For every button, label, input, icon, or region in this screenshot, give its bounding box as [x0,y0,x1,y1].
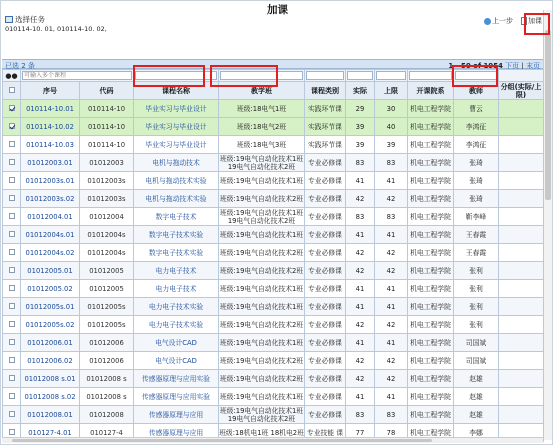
cell-limit: 30 [375,100,408,118]
cell-group [499,316,544,334]
cell-actual: 42 [346,316,375,334]
cell-dept: 机电工程学院 [408,298,454,316]
cell-name: 电机与拖动技术 [134,154,219,172]
cell-dept: 机电工程学院 [408,262,454,280]
cell-id[interactable]: 01012005.02 [21,280,80,298]
cell-id[interactable]: 010114-10.01 [21,100,80,118]
cell-type: 专业必修课 [305,334,346,352]
table-row[interactable] [3,298,544,316]
row-checkbox[interactable] [9,249,15,255]
table-row[interactable] [3,370,544,388]
select-all-checkbox[interactable] [9,87,15,93]
cell-group [499,388,544,406]
cell-code: 01012004 [80,208,134,226]
cell-cls: 班级:19电气自动化技术1班 19电气自动化技术2班 [219,154,304,171]
cell-id[interactable]: 01012006.01 [21,334,80,352]
cell-code: 01012008 s [80,370,134,388]
row-checkbox[interactable] [9,321,15,327]
col-header-group[interactable]: 分组(实际/上限) [499,82,544,100]
cell-id[interactable]: 01012004s.01 [21,226,80,244]
row-checkbox[interactable] [9,141,15,147]
horizontal-scrollbar[interactable] [2,437,543,443]
cell-teacher: 张利 [454,316,499,334]
cell-type: 专业必修课 [305,316,346,334]
row-checkbox[interactable] [9,123,15,129]
cell-id[interactable]: 01012006.02 [21,352,80,370]
col-header-class[interactable]: 教学班 [219,82,305,100]
filter-cell [499,70,544,82]
row-select-cell[interactable] [3,298,21,316]
cell-actual: 41 [346,226,375,244]
cell-group [499,244,544,262]
cell-id[interactable]: 01012004.01 [21,208,80,226]
cell-code: 010114-10 [80,118,134,136]
table-row[interactable] [3,244,544,262]
row-checkbox[interactable] [9,105,15,111]
cell-cls: 班级:19电气自动化技术1班 [219,298,305,316]
cell-actual: 42 [346,352,375,370]
cell-type: 专业必修课 [305,208,346,226]
cell-limit: 41 [375,334,408,352]
cell-code: 01012006 [80,352,134,370]
cell-cls: 班级:18电气3班 [219,136,305,154]
cell-limit: 42 [375,352,408,370]
cell-id[interactable]: 01012003s.01 [21,172,80,190]
cell-dept: 机电工程学院 [408,280,454,298]
binoculars-icon: ●● [5,71,18,80]
filter-cell [346,70,375,82]
cell-name: 电力电子技术实验 [134,316,219,334]
cell-limit: 83 [375,154,408,172]
cell-cls: 班级:19电气自动化技术1班 19电气自动化技术2班 [219,208,304,225]
cell-name: 传感器原理与应用实验 [134,370,219,388]
row-select-cell[interactable] [3,370,21,388]
cell-actual: 41 [346,172,375,190]
selected-tasks-label [5,14,45,25]
cell-group [499,190,544,208]
cell-actual: 41 [346,280,375,298]
row-checkbox[interactable] [9,411,15,417]
cell-name: 电气设计CAD [134,352,219,370]
cell-dept: 机电工程学院 [408,424,454,442]
cell-teacher: 赵雄 [454,370,499,388]
cell-dept: 机电工程学院 [408,388,454,406]
cell-actual: 42 [346,190,375,208]
cell-teacher: 曹云 [454,100,499,118]
cell-type: 专业必修课 [305,172,346,190]
add-course-button[interactable]: 加课 [519,15,544,27]
selected-tasks-values: 010114-10. 01, 010114-10. 02, [5,25,107,33]
cell-actual: 42 [346,262,375,280]
cell-cls: 班级:19电气自动化技术2班 [219,352,305,370]
cell-group [499,262,544,280]
table-row[interactable] [3,406,544,424]
cell-type: 专业必修课 [305,370,346,388]
cell-dept: 机电工程学院 [408,226,454,244]
cell-name: 传感器原理与应用实验 [134,388,219,406]
cell-dept: 机电工程学院 [408,208,454,226]
cell-dept: 机电工程学院 [408,370,454,388]
cell-name: 毕业实习与毕业设计 [134,118,219,136]
highlight-class [210,65,278,87]
cell-dept: 机电工程学院 [408,190,454,208]
cell-limit: 42 [375,370,408,388]
cell-name: 电力电子技术 [134,280,219,298]
cell-name: 电力电子技术实验 [134,298,219,316]
row-select-cell[interactable] [3,280,21,298]
table-row[interactable] [3,316,544,334]
dialog-title: 加课 [267,4,288,16]
col-header-teacher[interactable]: 教师 [454,82,499,100]
cell-actual: 41 [346,388,375,406]
filter-cell [21,70,134,82]
cell-type: 专业必修课 [305,226,346,244]
cell-name: 传感器原理与应用 [134,406,219,424]
cell-code: 01012006 [80,334,134,352]
type-filter-input[interactable] [306,71,344,80]
row-checkbox[interactable] [9,159,15,165]
cell-dept: 机电工程学院 [408,100,454,118]
filter-cell [375,70,408,82]
row-select-cell[interactable] [3,334,21,352]
cell-teacher: 赵雄 [454,388,499,406]
cell-type: 专业必修课 [305,154,346,172]
prev-step-button[interactable]: 上一步 [482,15,515,27]
selected-tasks-text: 选择任务 [15,15,45,24]
cell-limit: 41 [375,172,408,190]
cell-id[interactable]: 01012008 s.02 [21,388,80,406]
row-checkbox[interactable] [9,177,15,183]
row-select-cell[interactable] [3,154,21,172]
cell-id[interactable]: 01012008 s.01 [21,370,80,388]
cell-teacher: 张琦 [454,172,499,190]
back-arrow-icon [484,18,491,25]
cell-cls: 班级:19电气自动化技术2班 [219,244,305,262]
cell-name: 电机与拖动技术实验 [134,172,219,190]
cell-code: 010114-10 [80,136,134,154]
cell-teacher: 张琦 [454,190,499,208]
cell-dept: 机电工程学院 [408,316,454,334]
cell-group [499,172,544,190]
course-filter-input[interactable] [22,71,132,80]
cell-actual: 41 [346,298,375,316]
cell-type: 实践环节课 [305,136,346,154]
select-all-header[interactable] [3,82,21,100]
cell-actual: 83 [346,208,375,226]
cell-cls: 班级:19电气自动化技术2班 [219,190,305,208]
pagination-separator: | [521,62,524,70]
row-select-cell[interactable] [3,352,21,370]
cell-cls: 班级:19电气自动化技术2班 [219,370,305,388]
cell-name: 电气设计CAD [134,334,219,352]
cell-dept: 机电工程学院 [408,154,454,172]
cell-limit: 42 [375,262,408,280]
cell-type: 专业必修课 [305,280,346,298]
last-page-link[interactable]: 末页 [526,62,540,70]
row-select-cell[interactable] [3,172,21,190]
col-header-limit[interactable]: 上限 [375,82,408,100]
cell-cls: 班级:18机电1班 18机电2班 [219,424,305,442]
cell-name: 毕业实习与毕业设计 [134,100,219,118]
cell-dept: 机电工程学院 [408,172,454,190]
cell-id[interactable]: 010127-4.01 [21,424,80,442]
col-header-code[interactable]: 代码 [80,82,134,100]
cell-limit: 42 [375,190,408,208]
highlight-teacher [452,65,498,87]
cell-actual: 29 [346,100,375,118]
cell-teacher: 王春霞 [454,226,499,244]
row-select-cell[interactable] [3,118,21,136]
cell-type: 专业必修课 [305,190,346,208]
cell-code: 01012005 [80,262,134,280]
selected-count: 已选 2 条 [5,62,35,70]
cell-cls: 班级:19电气自动化技术2班 [219,316,305,334]
row-checkbox[interactable] [9,195,15,201]
cell-id[interactable]: 010114-10.03 [21,136,80,154]
cell-limit: 83 [375,208,408,226]
table-row[interactable] [3,172,544,190]
cell-group [499,154,544,172]
cell-id[interactable]: 01012005.01 [21,262,80,280]
cell-teacher: 张利 [454,262,499,280]
cell-type: 专业必修课 [305,388,346,406]
actual-filter-input[interactable] [347,71,373,80]
cell-group [499,406,544,424]
cell-type: 专业必修课 [305,298,346,316]
cell-teacher: 王春霞 [454,244,499,262]
cell-limit: 39 [375,136,408,154]
cell-teacher: 张琦 [454,154,499,172]
page-range: 1 - 50 of 1954 [448,62,503,70]
cell-actual: 42 [346,370,375,388]
table-row[interactable] [3,352,544,370]
cell-group [499,334,544,352]
next-page-link[interactable]: 下页 [505,62,520,70]
table-row[interactable] [3,190,544,208]
cell-limit: 41 [375,226,408,244]
cell-type: 专业必修课 [305,406,346,424]
cell-actual: 41 [346,334,375,352]
cell-dept: 机电工程学院 [408,352,454,370]
cell-dept: 机电工程学院 [408,136,454,154]
highlight-add-button [524,13,550,35]
cell-code: 01012005s [80,298,134,316]
cell-teacher: 李鸿征 [454,118,499,136]
cell-dept: 机电工程学院 [408,118,454,136]
cell-id[interactable]: 01012008.01 [21,406,80,424]
cell-teacher: 张利 [454,298,499,316]
cell-id[interactable]: 010114-10.02 [21,118,80,136]
cell-teacher: 司国斌 [454,334,499,352]
col-header-seq[interactable]: 序号 [21,82,80,100]
row-select-cell[interactable] [3,406,21,424]
row-select-cell[interactable] [3,226,21,244]
cell-cls: 班级:19电气自动化技术1班 19电气自动化技术2班 [219,406,304,423]
table-row[interactable] [3,334,544,352]
table-row[interactable] [3,154,544,172]
cell-group [499,118,544,136]
cell-type: 实践环节课 [305,118,346,136]
row-checkbox[interactable] [9,285,15,291]
cell-type: 专业技能 课 [305,424,346,442]
table-row[interactable] [3,100,544,118]
row-checkbox[interactable] [9,303,15,309]
cell-group [499,208,544,226]
cell-name: 数字电子技术 [134,208,219,226]
row-checkbox[interactable] [9,357,15,363]
cell-code: 01012004s [80,244,134,262]
cell-cls: 班级:19电气自动化技术1班 [219,226,305,244]
cell-name: 传感器原理与应用 [134,424,219,442]
col-header-dept[interactable]: 开课院系 [408,82,454,100]
cell-cls: 班级:19电气自动化技术1班 [219,388,305,406]
cell-cls: 班级:18电气1班 [219,100,305,118]
cell-limit: 40 [375,118,408,136]
cell-id[interactable]: 01012004s.02 [21,244,80,262]
cell-teacher: 张利 [454,280,499,298]
row-checkbox[interactable] [9,375,15,381]
highlight-course-name [133,65,205,87]
cell-cls: 班级:19电气自动化技术1班 [219,172,305,190]
cell-limit: 41 [375,298,408,316]
filter-binoculars-cell[interactable] [3,70,21,82]
cell-code: 01012005s [80,316,134,334]
col-header-actual[interactable]: 实际 [346,82,375,100]
cell-limit: 41 [375,280,408,298]
cell-actual: 77 [346,424,375,442]
row-select-cell[interactable] [3,316,21,334]
filter-cell [408,70,454,82]
cell-group [499,226,544,244]
row-checkbox[interactable] [9,213,15,219]
cell-teacher: 赵雄 [454,406,499,424]
table-row[interactable] [3,280,544,298]
row-checkbox[interactable] [9,429,15,435]
cell-teacher: 李娜 [454,424,499,442]
table-row[interactable] [3,262,544,280]
cell-dept: 机电工程学院 [408,334,454,352]
cell-teacher: 靳李峰 [454,208,499,226]
limit-filter-input[interactable] [376,71,406,80]
cell-dept: 机电工程学院 [408,244,454,262]
cell-actual: 39 [346,118,375,136]
table-row[interactable] [3,118,544,136]
cell-cls: 班级:19电气自动化技术1班 [219,334,305,352]
table-row[interactable] [3,208,544,226]
filter-cell [305,70,346,82]
cell-type: 实践环节课 [305,100,346,118]
vertical-scrollbar[interactable] [543,10,552,440]
row-select-cell[interactable] [3,388,21,406]
dept-filter-input[interactable] [409,71,452,80]
cell-code: 01012003s [80,172,134,190]
cell-group [499,352,544,370]
cell-group [499,370,544,388]
cell-group [499,136,544,154]
cell-id[interactable]: 01012005s.02 [21,316,80,334]
row-select-cell[interactable] [3,262,21,280]
cell-code: 01012008 s [80,388,134,406]
list-icon [5,16,13,23]
cell-cls: 班级:19电气自动化技术2班 [219,262,305,280]
vertical-scrollbar-thumb[interactable] [545,30,551,200]
cell-name: 电机与拖动技术实验 [134,190,219,208]
cell-id[interactable]: 01012003.01 [21,154,80,172]
table-row[interactable] [3,226,544,244]
cell-limit: 78 [375,424,408,442]
cell-id[interactable]: 01012005s.01 [21,298,80,316]
cell-group [499,280,544,298]
cell-code: 01012003 [80,154,134,172]
cell-id[interactable]: 01012003s.02 [21,190,80,208]
course-table [2,69,544,442]
cell-code: 010114-10 [80,100,134,118]
horizontal-scrollbar-thumb[interactable] [12,439,432,442]
cell-code: 010127-4 [80,424,134,442]
row-checkbox[interactable] [9,339,15,345]
cell-limit: 83 [375,406,408,424]
cell-name: 电力电子技术 [134,262,219,280]
table-row[interactable] [3,388,544,406]
col-header-course-name[interactable]: 课程名称 [134,82,219,100]
table-row[interactable] [3,136,544,154]
row-select-cell[interactable] [3,136,21,154]
row-select-cell[interactable] [3,208,21,226]
cell-limit: 42 [375,244,408,262]
cell-teacher: 李鸿征 [454,136,499,154]
cell-type: 专业必修课 [305,244,346,262]
row-select-cell[interactable] [3,190,21,208]
cell-dept: 机电工程学院 [408,406,454,424]
row-checkbox[interactable] [9,393,15,399]
cell-actual: 83 [346,406,375,424]
row-checkbox[interactable] [9,267,15,273]
cell-actual: 39 [346,136,375,154]
row-select-cell[interactable] [3,100,21,118]
cell-limit: 42 [375,316,408,334]
cell-code: 01012003s [80,190,134,208]
cell-group [499,100,544,118]
cell-teacher: 司国斌 [454,352,499,370]
row-select-cell[interactable] [3,244,21,262]
cell-actual: 42 [346,244,375,262]
cell-code: 01012005 [80,280,134,298]
row-checkbox[interactable] [9,231,15,237]
cell-actual: 83 [346,154,375,172]
cell-code: 01012004s [80,226,134,244]
cell-name: 数字电子技术实验 [134,244,219,262]
cell-type: 专业必修课 [305,352,346,370]
cell-cls: 班级:19电气自动化技术1班 [219,280,305,298]
cell-limit: 41 [375,388,408,406]
cell-name: 毕业实习与毕业设计 [134,136,219,154]
col-header-type[interactable]: 课程类别 [305,82,346,100]
cell-group [499,298,544,316]
cell-type: 专业必修课 [305,262,346,280]
cell-cls: 班级:18电气2班 [219,118,305,136]
cell-code: 01012008 [80,406,134,424]
cell-name: 数字电子技术实验 [134,226,219,244]
